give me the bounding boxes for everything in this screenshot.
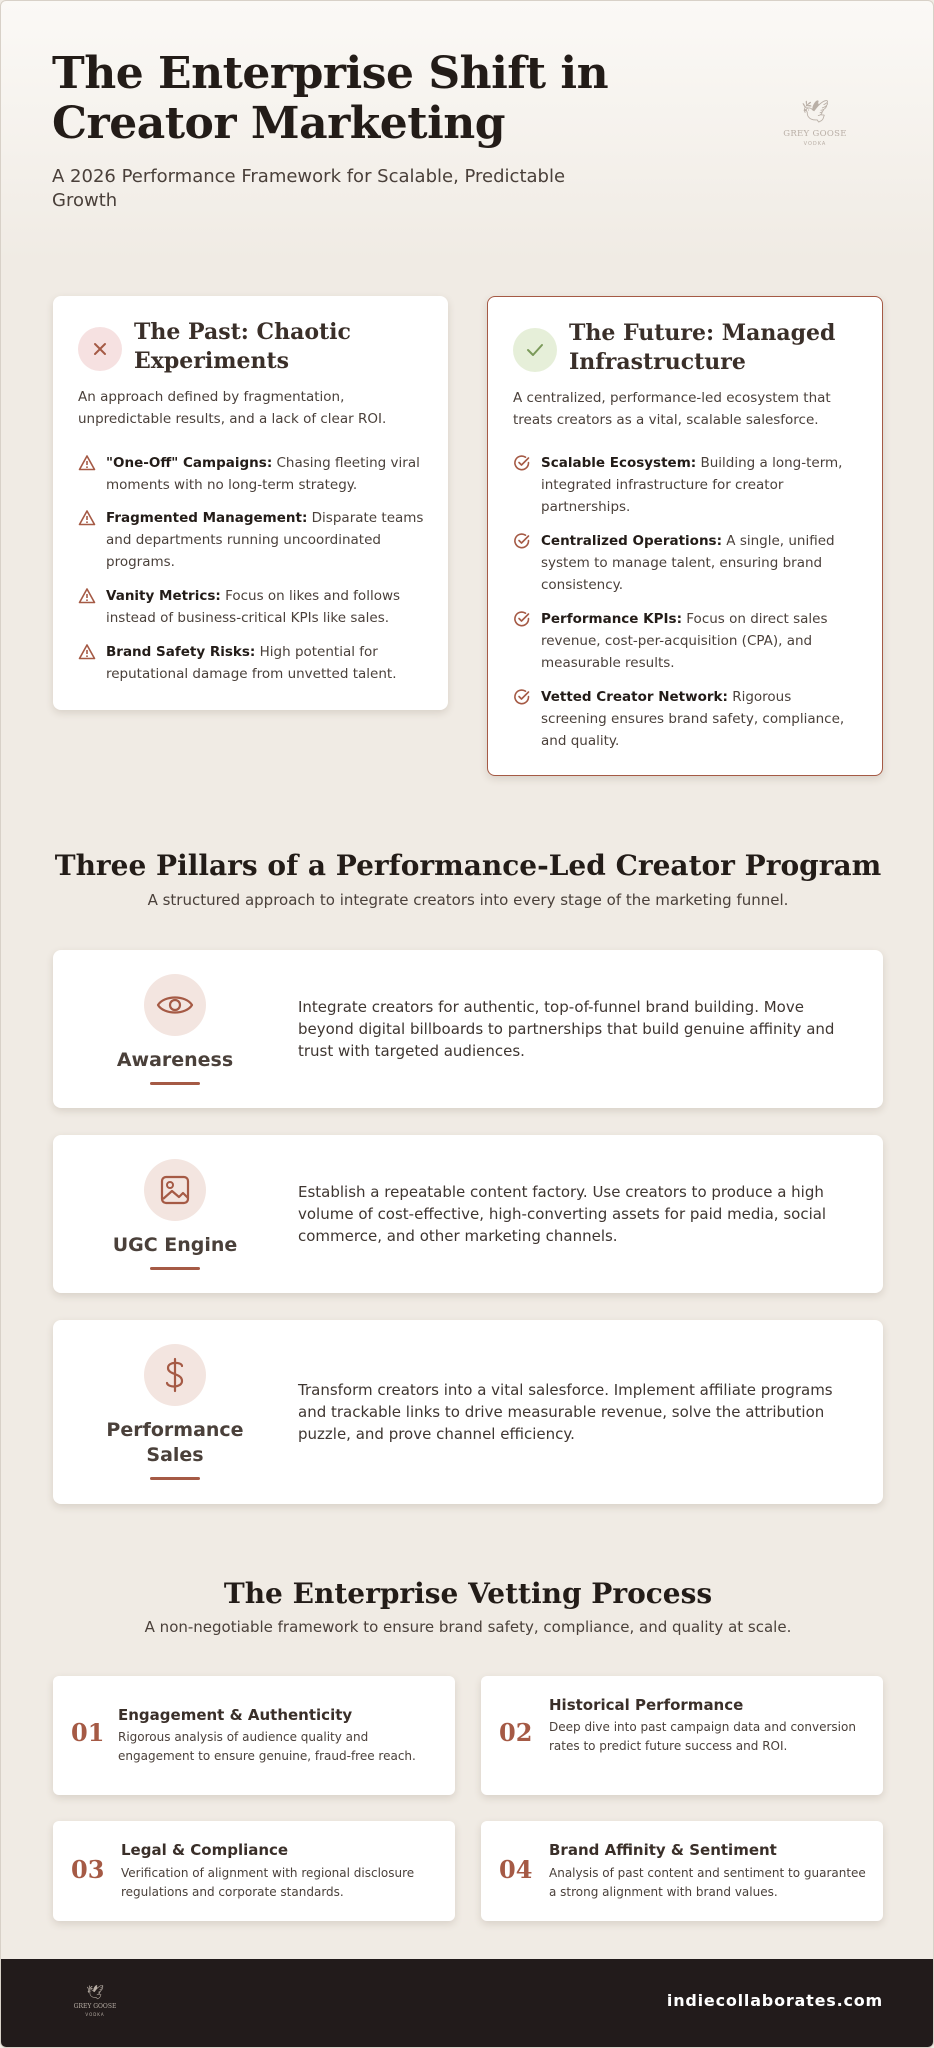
warning-icon [78,509,96,527]
item-label: Vanity Metrics: [106,588,221,604]
item-text: A single, unified system to manage talent, ensuring brand consistency. [541,533,835,593]
dollar-icon [144,1344,206,1406]
step-number: 03 [71,1855,105,1884]
warning-icon [78,454,96,472]
item-label: Scalable Ecosystem: [541,455,697,471]
list-item [513,530,860,608]
vetting-step-01 [53,1676,455,1795]
footer-logo-text: GREY GOOSE [73,2003,117,2010]
vetting-step-04 [481,1821,883,1921]
header [52,49,652,213]
website-link[interactable]: indiecollaborates.com [666,1991,883,2010]
footer [1,1959,934,2048]
item-text: Rigorous screening ensures brand safety, compliance, and quality. [541,689,845,749]
item-label: Centralized Operations: [541,533,722,549]
goose-icon: 🕊 [801,100,829,125]
image-icon [144,1159,206,1221]
item-label: Performance KPIs: [541,611,682,627]
step-title: Brand Affinity & Sentiment [549,1841,777,1859]
pillar-name: Performance Sales [106,1419,244,1466]
vetting-step-03 [53,1821,455,1921]
future-card-title: The Future: Managed Infrastructure [569,320,836,375]
vetting-title: The Enterprise Vetting Process [223,1577,713,1610]
pillar-name: Awareness [116,1048,234,1071]
step-text: Analysis of past content and sentiment to guarantee a strong alignment with brand values. [549,1866,866,1899]
past-card-title: The Past: Chaotic Experiments [134,319,351,374]
step-title: Historical Performance [549,1696,744,1714]
page-title: The Enterprise Shift in Creator Marketing [52,48,609,149]
pillar-underline [150,1082,200,1085]
step-text: Verification of alignment with regional disclosure regulations and corporate standards. [121,1866,415,1899]
future-list [513,452,860,752]
list-item [78,507,426,585]
check-circle-icon [513,454,531,472]
pillar-description: Transform creators into a vital salesforce. Implement affiliate programs and trackable links to drive measurable revenue, solve the attribution puzzle, and prove channel efficiency. [298,1381,833,1443]
pillar-performance-sales [53,1320,883,1504]
list-item [513,608,860,686]
future-card [487,296,883,776]
vetting-subtitle: A non-negotiable framework to ensure brand safety, compliance, and quality at scale. [144,1618,792,1636]
item-text: Focus on direct sales revenue, cost-per-acquisition (CPA), and measurable results. [541,611,828,671]
list-item [513,452,860,530]
warning-icon [78,587,96,605]
check-circle-icon [513,610,531,628]
pillar-description: Establish a repeatable content factory. Use creators to produce a high volume of cost-effective, high-converting assets for paid media, social commerce, and other marketing channels. [298,1183,827,1245]
goose-icon: 🕊 [86,1985,104,2001]
close-icon [78,327,122,371]
item-label: "One-Off" Campaigns: [106,455,273,471]
item-text: High potential for reputational damage from unvetted talent. [106,644,397,682]
pillar-awareness [53,950,883,1108]
footer-logo [71,1985,119,2017]
vetting-step-02 [481,1676,883,1795]
item-text: Building a long-term, integrated infrastructure for creator partnerships. [541,455,843,515]
check-circle-icon [513,688,531,706]
item-label: Brand Safety Risks: [106,644,256,660]
pillar-description: Integrate creators for authentic, top-of-funnel brand building. Move beyond digital billboards to partnerships that build genuine affinity and trust with targeted audiences. [298,998,835,1060]
page-subtitle: A 2026 Performance Framework for Scalable, Predictable Growth [52,166,566,211]
past-card-description: An approach defined by fragmentation, unpredictable results, and a lack of clear ROI. [78,389,387,427]
step-title: Legal & Compliance [121,1841,289,1859]
warning-icon [78,643,96,661]
step-text: Deep dive into past campaign data and conversion rates to predict future success and ROI. [549,1720,856,1753]
grey-goose-logo [779,101,851,147]
future-card-header [513,319,862,377]
past-card-header [78,318,428,376]
step-text: Rigorous analysis of audience quality and engagement to ensure genuine, fraud-free reach. [118,1730,416,1763]
logo-subtext: VODKA [803,141,827,147]
pillars-title: Three Pillars of a Performance-Led Creator Program [54,849,882,882]
item-text: Disparate teams and departments running uncoordinated programs. [106,510,424,570]
step-number: 01 [71,1718,105,1747]
pillar-ugc-engine [53,1135,883,1293]
step-title: Engagement & Authenticity [118,1706,353,1724]
pillar-header [53,1320,297,1504]
eye-icon [144,974,206,1036]
footer-logo-subtext: VODKA [85,2012,105,2017]
item-label: Fragmented Management: [106,510,308,526]
past-list [78,452,426,685]
item-text: Chasing fleeting viral moments with no long-term strategy. [106,455,420,493]
check-icon [513,328,557,372]
pillar-underline [150,1267,200,1270]
list-item [78,585,426,641]
pillar-name: UGC Engine [112,1233,238,1256]
check-circle-icon [513,532,531,550]
list-item [78,641,426,685]
step-number: 02 [499,1718,533,1747]
logo-text: GREY GOOSE [783,129,847,139]
past-card [53,296,448,710]
pillar-header [53,1135,297,1293]
item-text: Focus on likes and follows instead of business-critical KPIs like sales. [106,588,401,626]
pillar-underline [150,1477,200,1480]
list-item [513,686,860,752]
list-item [78,452,426,507]
step-number: 04 [499,1855,533,1884]
item-label: Vetted Creator Network: [541,689,728,705]
future-card-description: A centralized, performance-led ecosystem that treats creators as a vital, scalable salesforce. [513,390,831,428]
pillars-subtitle: A structured approach to integrate creators into every stage of the marketing funnel. [147,891,789,909]
pillar-header [53,950,297,1108]
